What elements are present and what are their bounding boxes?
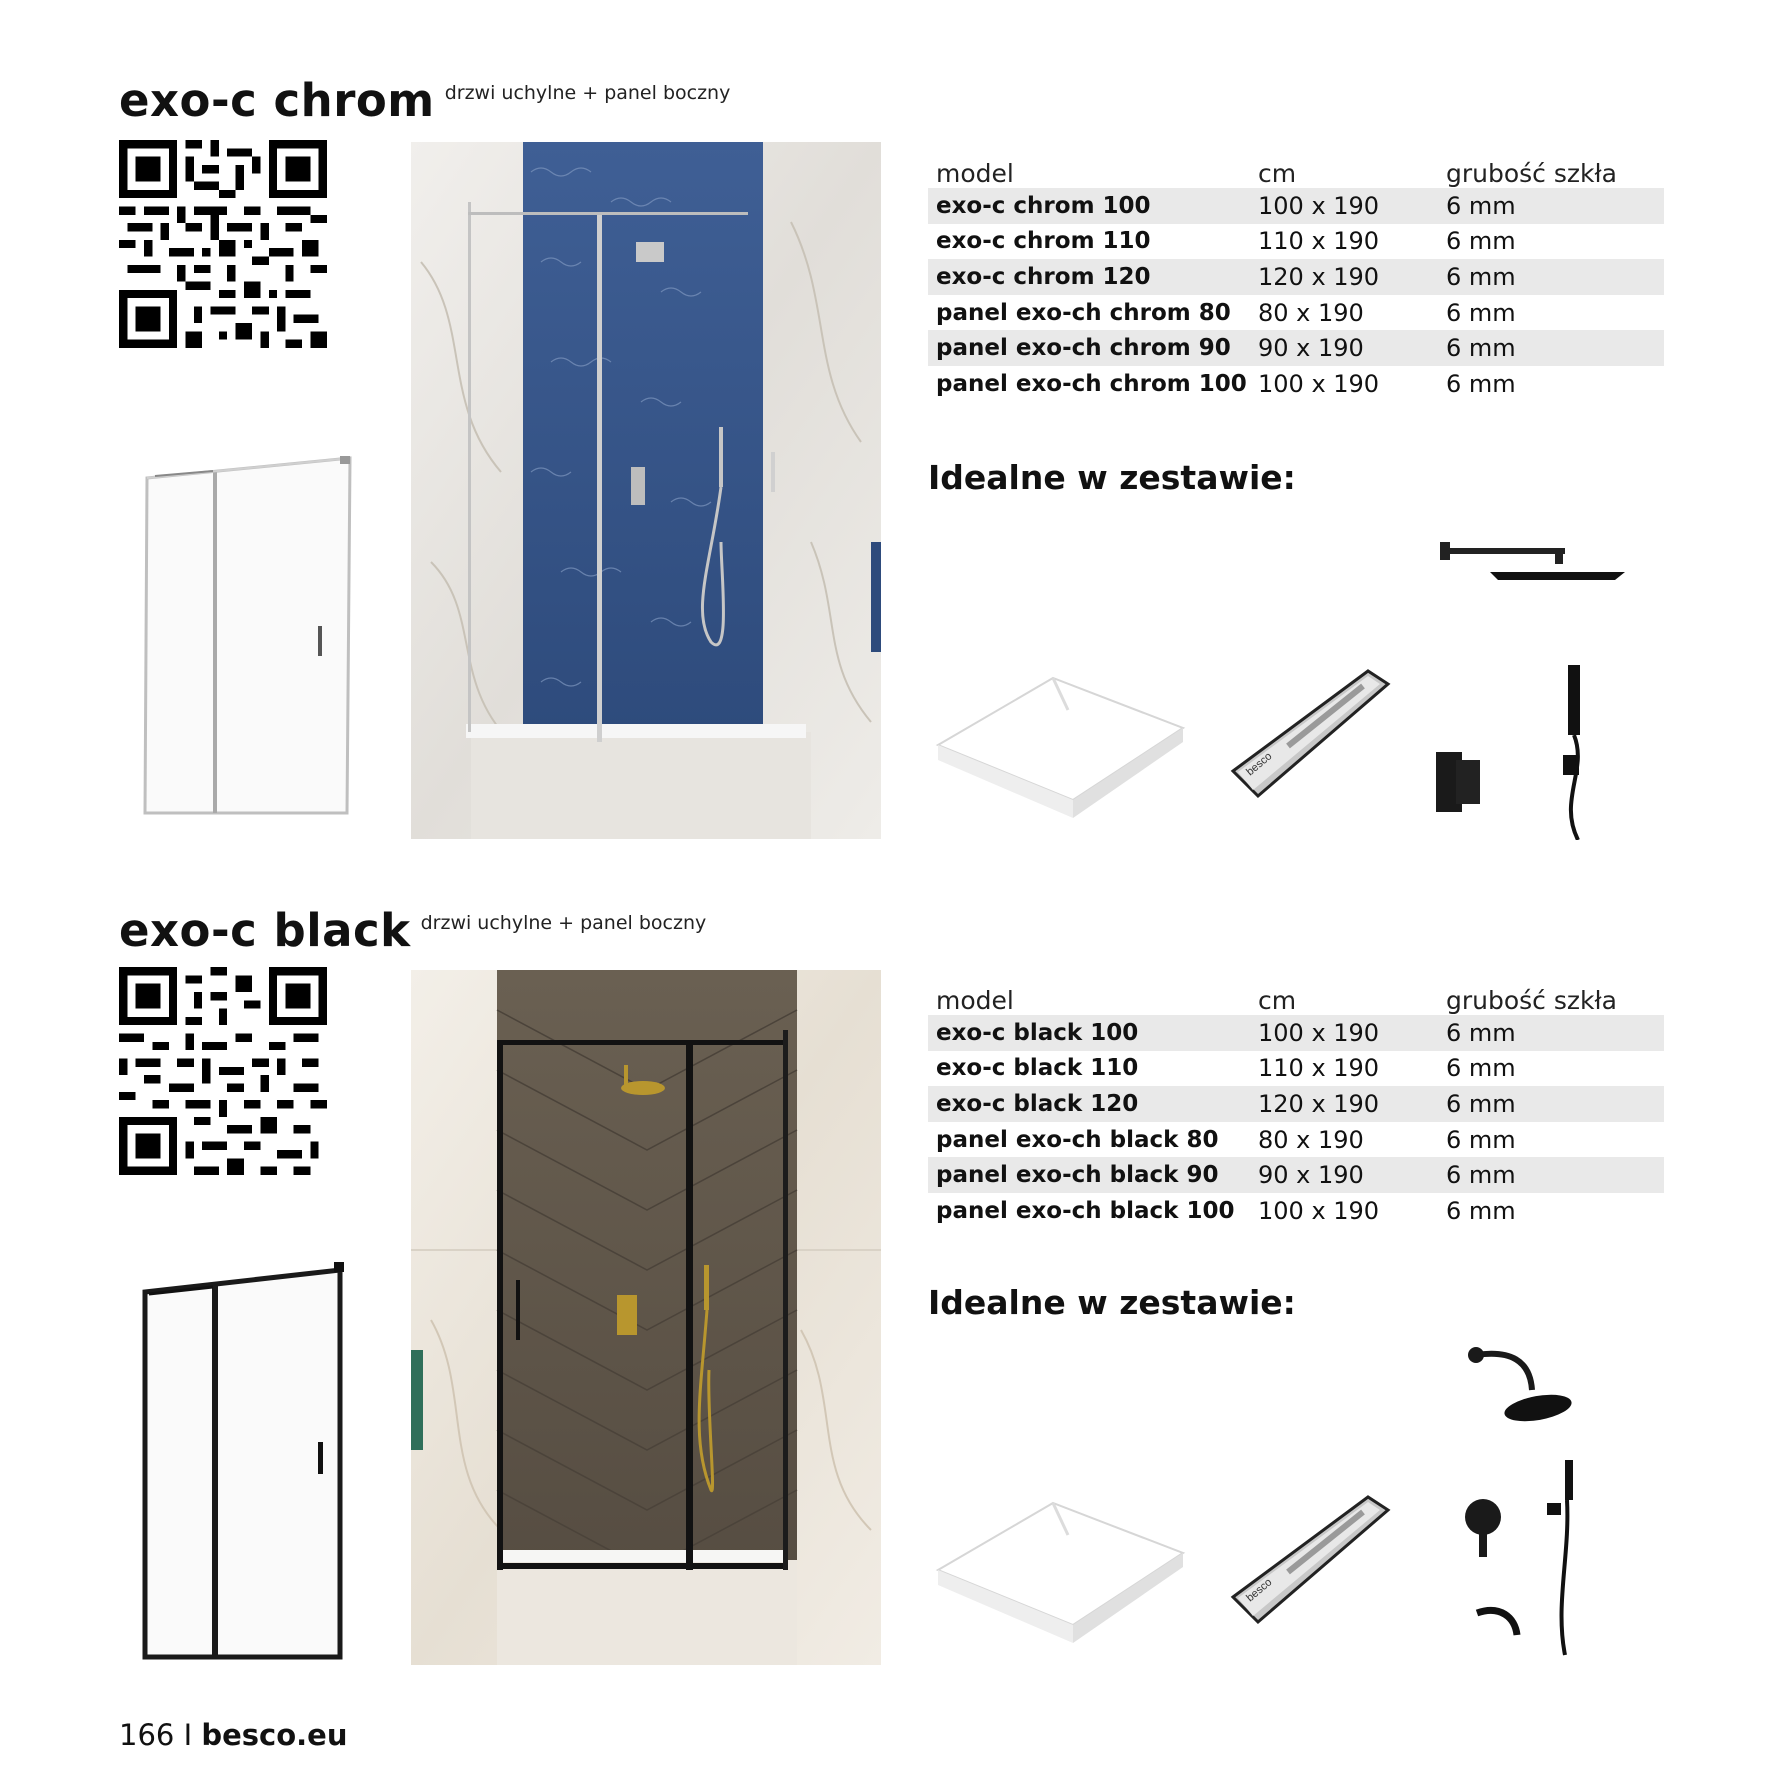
row-glass: 6 mm xyxy=(1446,298,1516,327)
shower-mixer-set-icon xyxy=(1428,660,1608,840)
shower-mixer-set-icon xyxy=(1455,1455,1605,1665)
row-glass: 6 mm xyxy=(1446,1125,1516,1154)
section-title: exo-c black xyxy=(119,904,411,957)
ideal-set-heading: Idealne w zestawie: xyxy=(928,458,1296,497)
rain-shower-head-icon xyxy=(1440,538,1630,588)
row-cm: 110 x 190 xyxy=(1258,227,1380,256)
row-model: exo-c chrom 120 xyxy=(936,263,1151,290)
row-model: exo-c black 110 xyxy=(936,1055,1139,1082)
row-model: panel exo-ch black 100 xyxy=(936,1197,1235,1224)
section-subtitle: drzwi uchylne + panel boczny xyxy=(444,82,731,104)
row-model: exo-c black 100 xyxy=(936,1019,1139,1046)
row-cm: 80 x 190 xyxy=(1258,1125,1364,1154)
row-model: panel exo-ch chrom 80 xyxy=(936,299,1231,326)
site-link[interactable]: besco.eu xyxy=(201,1718,348,1752)
table-row xyxy=(928,1193,1664,1229)
spec-table-header xyxy=(928,983,1664,1015)
drain-brand-text: besco xyxy=(1244,750,1275,779)
shower-door-product-chrom xyxy=(135,448,360,818)
row-model: panel exo-ch chrom 90 xyxy=(936,335,1231,362)
section-title: exo-c chrom xyxy=(119,74,435,127)
header-model: model xyxy=(936,159,1014,188)
row-cm: 80 x 190 xyxy=(1258,298,1364,327)
section-header xyxy=(119,904,707,957)
row-cm: 100 x 190 xyxy=(1258,1018,1380,1047)
shower-door-product-black xyxy=(135,1262,360,1662)
table-row xyxy=(928,1051,1664,1087)
table-row xyxy=(928,1157,1664,1193)
shower-tray-icon xyxy=(933,670,1188,830)
round-shower-head-icon xyxy=(1460,1340,1580,1435)
table-row xyxy=(928,188,1664,224)
row-model: panel exo-ch black 90 xyxy=(936,1162,1219,1189)
row-model: panel exo-ch black 80 xyxy=(936,1126,1219,1153)
row-glass: 6 mm xyxy=(1446,1161,1516,1190)
qr-code[interactable] xyxy=(119,967,327,1175)
row-cm: 100 x 190 xyxy=(1258,1196,1380,1225)
table-row xyxy=(928,295,1664,331)
row-cm: 100 x 190 xyxy=(1258,191,1380,220)
spec-table xyxy=(928,983,1664,1229)
row-cm: 90 x 190 xyxy=(1258,334,1364,363)
row-glass: 6 mm xyxy=(1446,1089,1516,1118)
row-glass: 6 mm xyxy=(1446,369,1516,398)
row-model: exo-c black 120 xyxy=(936,1090,1139,1117)
section-subtitle: drzwi uchylne + panel boczny xyxy=(420,912,707,934)
header-model: model xyxy=(936,986,1014,1015)
table-row xyxy=(928,259,1664,295)
drain-brand-text: besco xyxy=(1244,1576,1275,1605)
bathroom-photo-black xyxy=(411,970,881,1665)
table-row xyxy=(928,1086,1664,1122)
linear-drain-icon xyxy=(1228,1492,1393,1627)
row-cm: 120 x 190 xyxy=(1258,1089,1380,1118)
spec-table-header xyxy=(928,156,1664,188)
header-glass: grubość szkła xyxy=(1446,159,1617,188)
shower-tray-icon xyxy=(933,1495,1188,1655)
ideal-set-heading: Idealne w zestawie: xyxy=(928,1283,1296,1322)
row-glass: 6 mm xyxy=(1446,227,1516,256)
table-row xyxy=(928,224,1664,260)
header-glass: grubość szkła xyxy=(1446,986,1617,1015)
row-glass: 6 mm xyxy=(1446,262,1516,291)
row-model: exo-c chrom 110 xyxy=(936,228,1151,255)
row-glass: 6 mm xyxy=(1446,334,1516,363)
table-row xyxy=(928,366,1664,402)
row-cm: 110 x 190 xyxy=(1258,1054,1380,1083)
row-glass: 6 mm xyxy=(1446,191,1516,220)
header-cm: cm xyxy=(1258,986,1297,1015)
spec-table xyxy=(928,156,1664,402)
linear-drain-icon xyxy=(1228,666,1393,801)
header-cm: cm xyxy=(1258,159,1297,188)
row-cm: 90 x 190 xyxy=(1258,1161,1364,1190)
page-number: 166 I xyxy=(119,1718,193,1752)
row-glass: 6 mm xyxy=(1446,1196,1516,1225)
row-cm: 100 x 190 xyxy=(1258,369,1380,398)
table-row xyxy=(928,1122,1664,1158)
row-cm: 120 x 190 xyxy=(1258,262,1380,291)
row-model: panel exo-ch chrom 100 xyxy=(936,370,1247,397)
page-footer xyxy=(119,1718,347,1752)
qr-code[interactable] xyxy=(119,140,327,348)
section-header xyxy=(119,74,731,127)
bathroom-photo-chrom xyxy=(411,142,881,839)
table-row xyxy=(928,1015,1664,1051)
row-model: exo-c chrom 100 xyxy=(936,192,1151,219)
table-row xyxy=(928,330,1664,366)
row-glass: 6 mm xyxy=(1446,1018,1516,1047)
row-glass: 6 mm xyxy=(1446,1054,1516,1083)
